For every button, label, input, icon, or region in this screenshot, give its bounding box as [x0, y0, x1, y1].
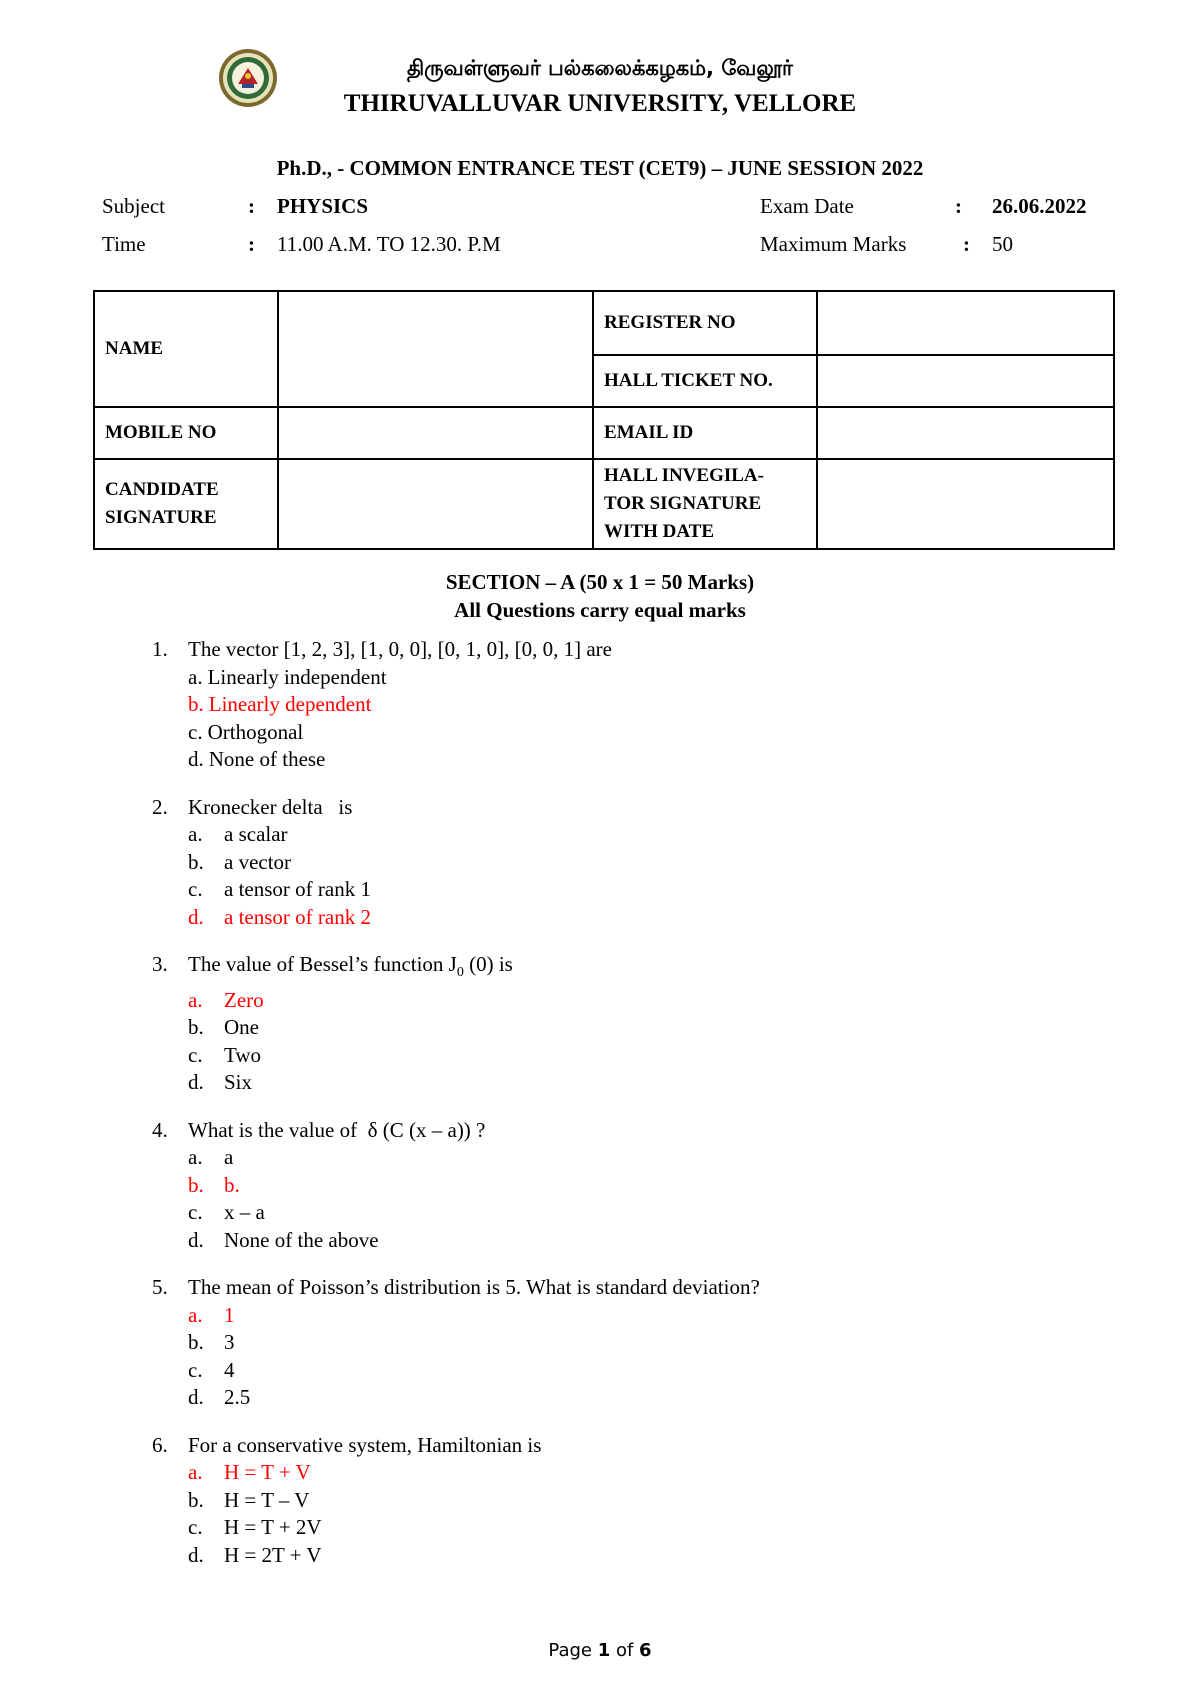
time-separator: :	[248, 232, 255, 256]
question-number: 2.	[152, 794, 168, 819]
option-b: b. a vector	[188, 849, 292, 874]
invigilator-line-3: WITH DATE	[604, 521, 714, 542]
max-marks-value: 50	[992, 232, 1013, 256]
question-text: The value of Bessel’s function $J_0$ (0) is	[188, 952, 513, 981]
option-c: c. Orthogonal	[188, 719, 304, 744]
question-text: What is the value of δ (C (x – a)) ?	[188, 1117, 486, 1142]
option-d: d. 2.5	[188, 1385, 251, 1410]
section-title: SECTION – A (50 x 1 = 50 Marks)	[445, 570, 755, 594]
candidate-signature-line-1: CANDIDATE	[105, 479, 219, 500]
question-number: 4.	[152, 1117, 168, 1142]
invigilator-line-1: HALL INVEGILA-	[604, 465, 764, 486]
invigilator-signature-label	[593, 459, 817, 549]
max-marks-label: Maximum Marks	[760, 232, 907, 256]
option-c: c. x – a	[188, 1200, 265, 1225]
register-no-field[interactable]	[817, 291, 1114, 355]
option-c: c. 4	[188, 1357, 235, 1382]
page-label: Page	[548, 1640, 598, 1661]
name-field[interactable]	[278, 291, 593, 407]
question-list	[152, 636, 1132, 1589]
section-heading	[0, 568, 1200, 624]
question-text: Kronecker delta is	[188, 794, 353, 819]
option-c: c. H = T + 2V	[188, 1515, 322, 1540]
subject-value: PHYSICS	[277, 194, 369, 218]
time-label: Time	[102, 232, 146, 256]
option-b: b. H = T – V	[188, 1487, 310, 1512]
mobile-no-label: MOBILE NO	[94, 407, 278, 459]
question-5	[152, 1274, 1132, 1412]
option-a-correct: a. 1	[188, 1302, 235, 1327]
question-2	[152, 794, 1132, 932]
question-1	[152, 636, 1132, 774]
question-text: The mean of Poisson’s distribution is 5. What is standard deviation?	[188, 1275, 760, 1300]
page-total: 6	[639, 1640, 652, 1661]
option-a-correct: a. Zero	[188, 987, 264, 1012]
question-6	[152, 1432, 1132, 1570]
option-c: c. a tensor of rank 1	[188, 877, 371, 901]
university-title-tamil: திருவள்ளுவர் பல்கலைக்கழகம், வேலூர்	[406, 56, 794, 80]
candidate-details-table	[93, 290, 1115, 550]
option-b-correct: b. b.	[188, 1172, 240, 1197]
page-footer	[0, 1640, 1200, 1661]
page-current: 1	[597, 1640, 611, 1661]
email-id-label: EMAIL ID	[593, 407, 817, 459]
question-number: 6.	[152, 1432, 168, 1457]
option-b-correct: b. Linearly dependent	[188, 692, 372, 716]
question-number: 3.	[152, 952, 168, 976]
subject-label: Subject	[102, 194, 165, 218]
exam-title: Ph.D., - COMMON ENTRANCE TEST (CET9) – JUNE SESSION 2022	[276, 156, 924, 180]
page-of: of	[610, 1640, 640, 1661]
invigilator-line-2: TOR SIGNATURE	[604, 493, 762, 514]
option-d-correct: d. a tensor of rank 2	[188, 904, 371, 929]
question-text: The vector [1, 2, 3], [1, 0, 0], [0, 1, 0], [0, 0, 1] are	[188, 637, 612, 661]
option-c: c. Two	[188, 1042, 262, 1067]
option-a: a. a	[188, 1145, 234, 1170]
exam-date-separator: :	[955, 194, 962, 218]
question-number: 5.	[152, 1275, 168, 1300]
option-d: d. Six	[188, 1070, 253, 1095]
time-value: 11.00 A.M. TO 12.30. P.M	[277, 232, 501, 256]
hall-ticket-label: HALL TICKET NO.	[593, 355, 817, 407]
option-b: b. 3	[188, 1330, 235, 1355]
max-marks-separator: :	[963, 232, 970, 256]
section-subtitle: All Questions carry equal marks	[454, 598, 746, 622]
exam-date-value: 26.06.2022	[992, 194, 1087, 218]
invigilator-signature-field[interactable]	[817, 459, 1114, 549]
exam-date-label: Exam Date	[760, 194, 854, 218]
hall-ticket-field[interactable]	[817, 355, 1114, 407]
option-b: b. One	[188, 1015, 259, 1040]
register-no-label: REGISTER NO	[593, 291, 817, 355]
university-title-english: THIRUVALLUVAR UNIVERSITY, VELLORE	[343, 90, 857, 117]
email-id-field[interactable]	[817, 407, 1114, 459]
mobile-no-field[interactable]	[278, 407, 593, 459]
question-text: For a conservative system, Hamiltonian is	[188, 1432, 542, 1457]
option-a: a. a scalar	[188, 822, 288, 846]
option-a-correct: a. H = T + V	[188, 1460, 311, 1485]
option-d: d. None of the above	[188, 1227, 379, 1252]
candidate-signature-label	[94, 459, 278, 549]
question-4	[152, 1117, 1132, 1255]
question-3	[152, 951, 1132, 1097]
option-a: a. Linearly independent	[188, 664, 387, 689]
candidate-signature-line-2: SIGNATURE	[105, 507, 217, 528]
option-d: d. H = 2T + V	[188, 1542, 322, 1567]
question-number: 1.	[152, 637, 168, 661]
name-label: NAME	[94, 291, 278, 407]
option-d: d. None of these	[188, 747, 326, 771]
subject-separator: :	[248, 194, 255, 218]
candidate-signature-field[interactable]	[278, 459, 593, 549]
